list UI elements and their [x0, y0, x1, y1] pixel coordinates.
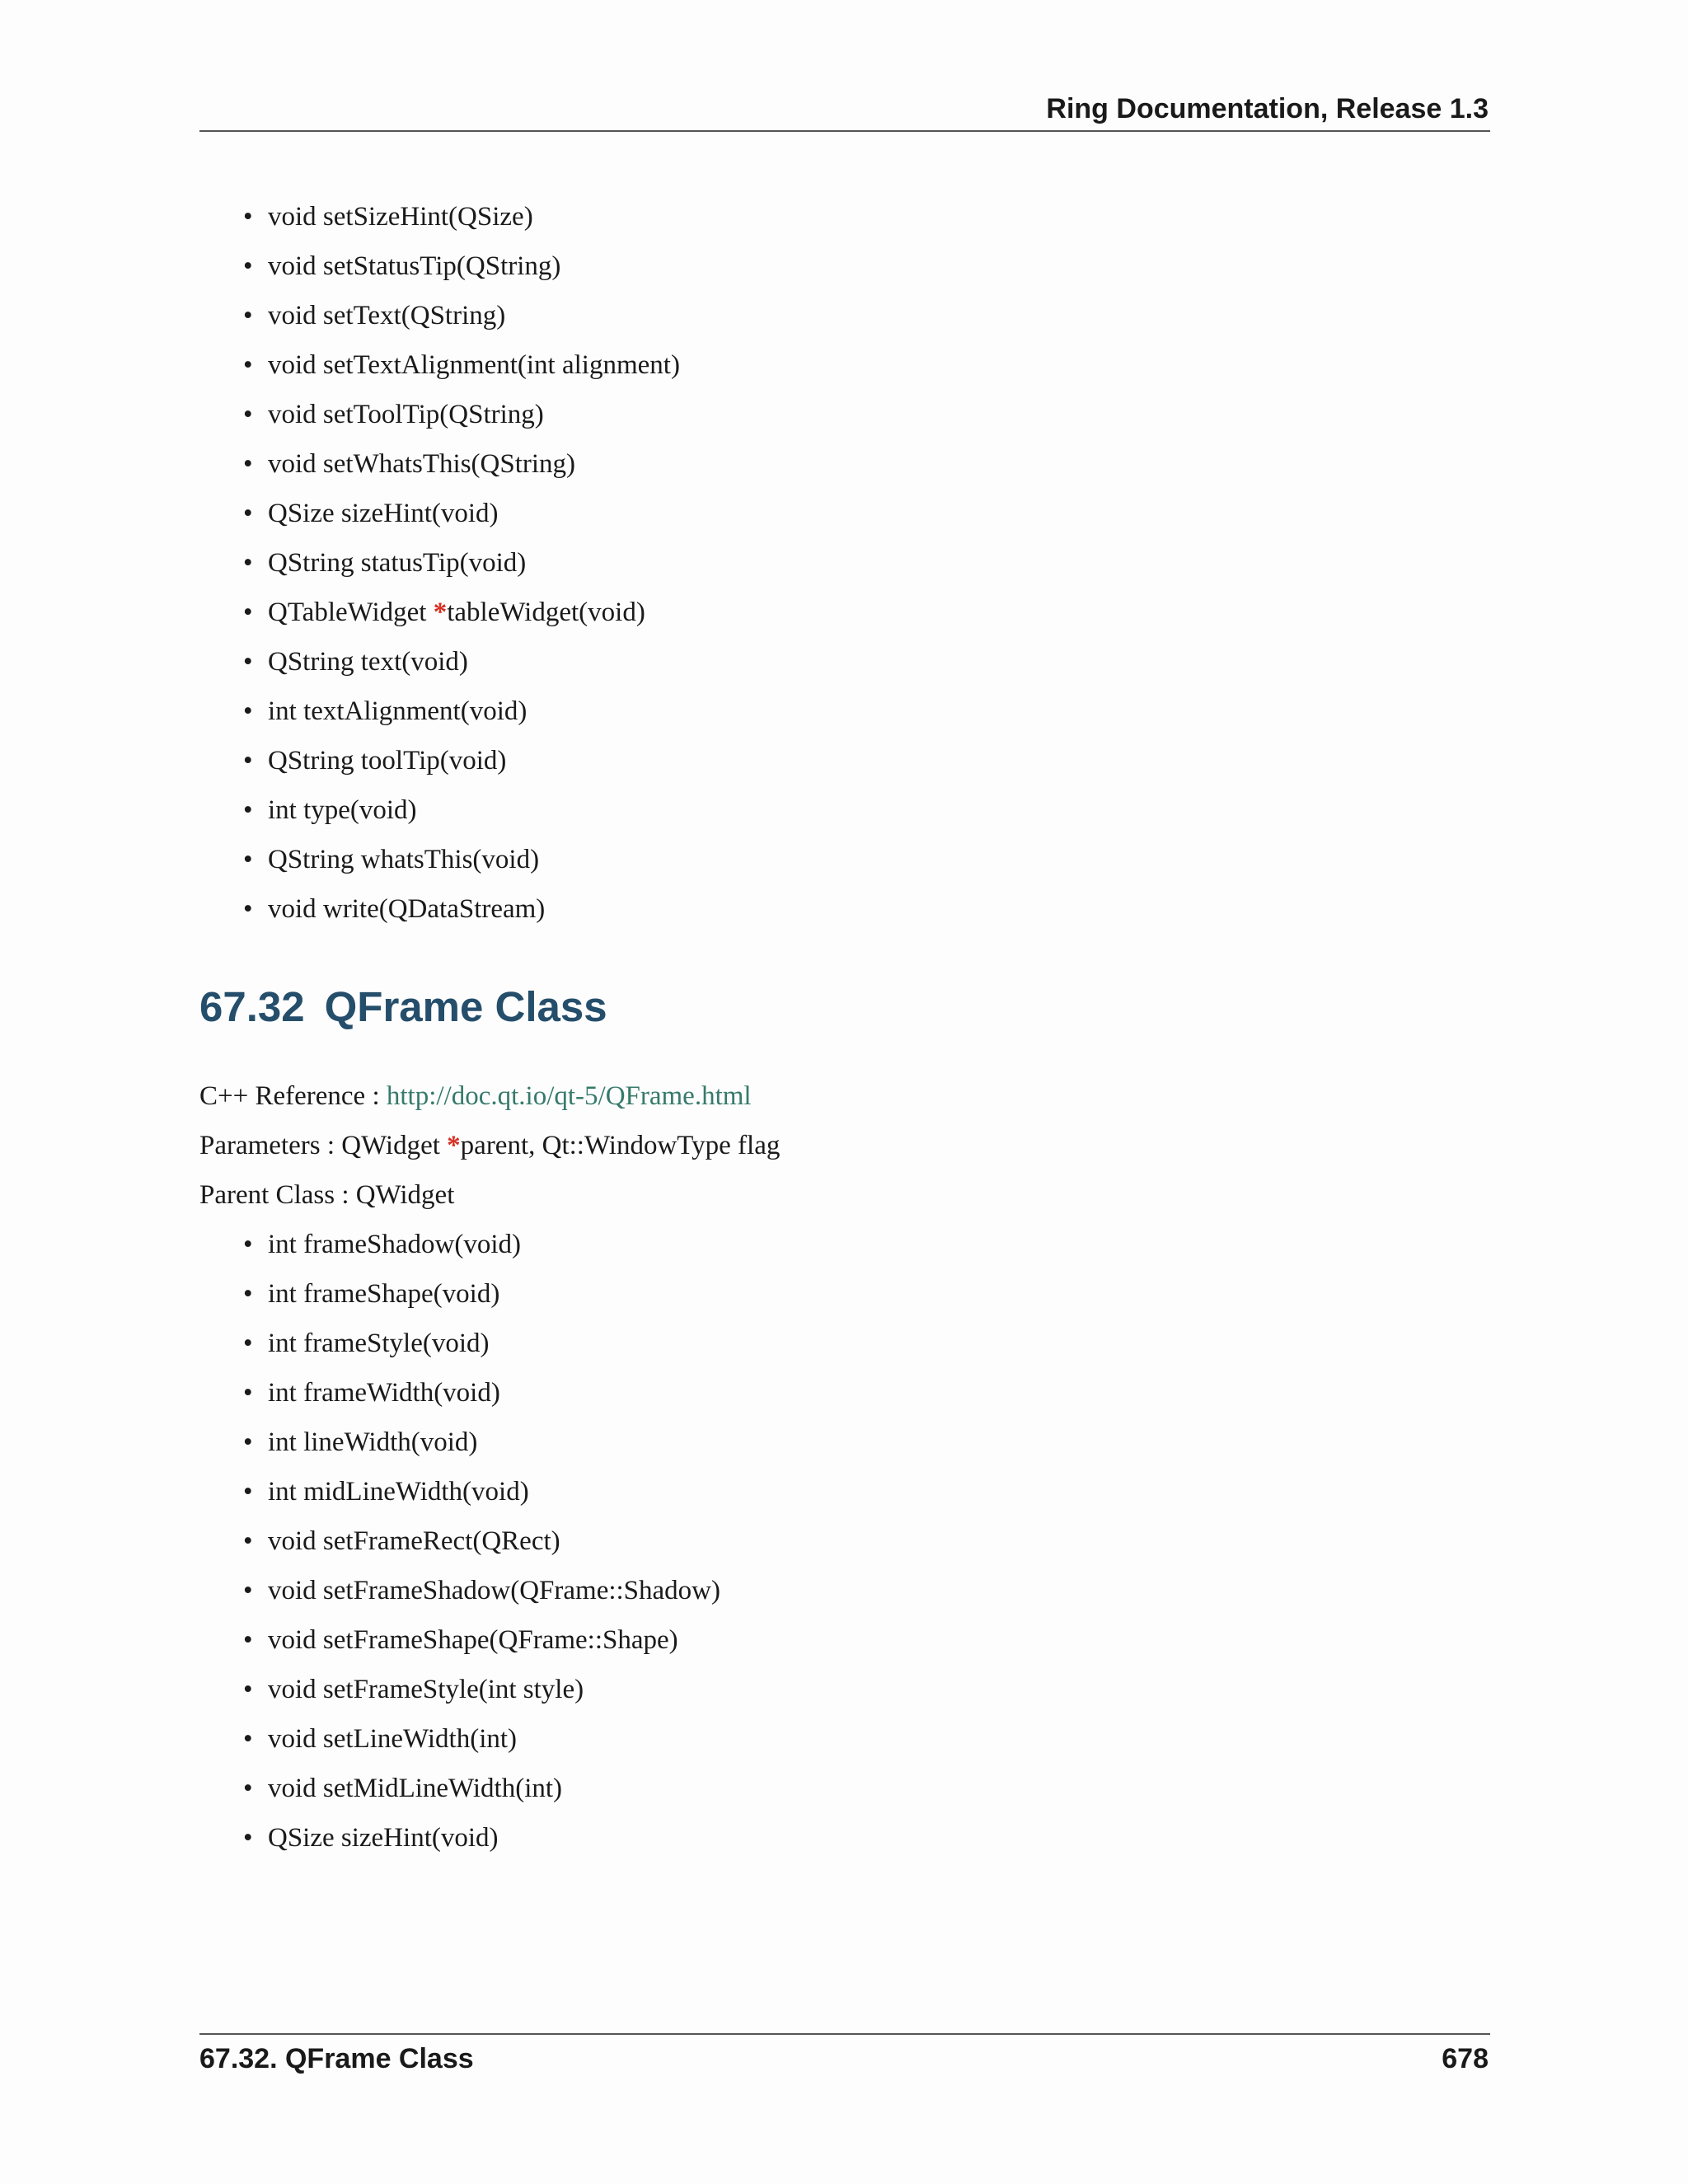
bullet-icon: • [243, 1230, 253, 1259]
method-return-type: QTableWidget [268, 598, 434, 627]
method-list-previous-class [243, 192, 680, 934]
method-item [243, 1665, 720, 1714]
method-item [243, 884, 680, 934]
section-title: QFrame Class [324, 983, 607, 1030]
method-item [243, 489, 680, 538]
method-item [243, 1319, 720, 1368]
bullet-icon: • [243, 251, 253, 281]
bullet-icon: • [243, 894, 253, 924]
method-signature: void setFrameShape(QFrame::Shape) [268, 1625, 678, 1655]
method-item [243, 588, 680, 637]
bullet-icon: • [243, 1477, 253, 1507]
method-item [243, 1220, 720, 1269]
method-signature: int textAlignment(void) [268, 696, 528, 726]
bullet-icon: • [243, 499, 253, 528]
bullet-icon: • [243, 301, 253, 330]
method-signature: int frameStyle(void) [268, 1329, 490, 1358]
bullet-icon: • [243, 350, 253, 380]
bullet-icon: • [243, 449, 253, 479]
method-signature: QString toolTip(void) [268, 746, 507, 776]
method-item [243, 736, 680, 785]
method-item [243, 1714, 720, 1764]
bullet-icon: • [243, 795, 253, 825]
bullet-icon: • [243, 1526, 253, 1556]
method-signature: void setText(QString) [268, 301, 506, 330]
bullet-icon: • [243, 845, 253, 874]
bullet-icon: • [243, 202, 253, 232]
footer-section-title: 67.32. QFrame Class [199, 2043, 474, 2074]
method-signature: void setTextAlignment(int alignment) [268, 350, 680, 380]
method-item [243, 1764, 720, 1813]
method-item [243, 390, 680, 439]
method-signature: QSize sizeHint(void) [268, 499, 499, 528]
bullet-icon: • [243, 696, 253, 726]
bullet-icon: • [243, 1823, 253, 1853]
method-signature: void setLineWidth(int) [268, 1724, 518, 1754]
method-item [243, 687, 680, 736]
bullet-icon: • [243, 1774, 253, 1803]
method-item [243, 241, 680, 291]
method-name: tableWidget(void) [447, 598, 645, 627]
method-item [243, 1516, 720, 1566]
bullet-icon: • [243, 1329, 253, 1358]
cpp-reference-line [199, 1071, 752, 1121]
method-item [243, 1269, 720, 1319]
method-item [243, 1813, 720, 1863]
pointer-star: * [433, 598, 448, 627]
bullet-icon: • [243, 400, 253, 429]
method-signature: QString statusTip(void) [268, 548, 527, 578]
method-item [243, 340, 680, 390]
page-number: 678 [1442, 2043, 1489, 2074]
method-signature: int lineWidth(void) [268, 1427, 478, 1457]
section-number: 67.32 [199, 983, 305, 1030]
method-item [243, 835, 680, 884]
reference-label: C++ Reference : [199, 1081, 387, 1111]
method-signature: QString text(void) [268, 647, 468, 677]
bullet-icon: • [243, 647, 253, 677]
method-item [243, 637, 680, 687]
method-signature: int midLineWidth(void) [268, 1477, 529, 1507]
method-signature: int frameShadow(void) [268, 1230, 522, 1259]
method-signature: int type(void) [268, 795, 417, 825]
bullet-icon: • [243, 598, 253, 627]
header-rule [199, 130, 1490, 132]
bullet-icon: • [243, 1675, 253, 1704]
method-signature: void setWhatsThis(QString) [268, 449, 576, 479]
bullet-icon: • [243, 746, 253, 776]
method-item [243, 1467, 720, 1516]
method-signature: int frameWidth(void) [268, 1378, 500, 1408]
method-signature: void setToolTip(QString) [268, 400, 544, 429]
pointer-star: * [447, 1131, 461, 1160]
bullet-icon: • [243, 1576, 253, 1605]
method-signature: QSize sizeHint(void) [268, 1823, 499, 1853]
method-item [243, 1615, 720, 1665]
bullet-icon: • [243, 1724, 253, 1754]
method-signature: void setMidLineWidth(int) [268, 1774, 563, 1803]
method-item [243, 1368, 720, 1418]
running-header-title: Ring Documentation, Release 1.3 [1046, 93, 1489, 124]
method-item [243, 192, 680, 241]
bullet-icon: • [243, 1625, 253, 1655]
parameters-line [199, 1121, 780, 1170]
method-signature: QString whatsThis(void) [268, 845, 540, 874]
method-signature: void setFrameRect(QRect) [268, 1526, 560, 1556]
bullet-icon: • [243, 1279, 253, 1309]
method-signature: void setFrameShadow(QFrame::Shadow) [268, 1576, 720, 1605]
method-item [243, 538, 680, 588]
bullet-icon: • [243, 1427, 253, 1457]
section-heading [199, 982, 607, 1031]
method-signature: void setSizeHint(QSize) [268, 202, 533, 232]
method-item [243, 439, 680, 489]
footer-rule [199, 2033, 1490, 2035]
bullet-icon: • [243, 1378, 253, 1408]
parent-class-line: Parent Class : QWidget [199, 1180, 455, 1210]
reference-link[interactable]: http://doc.qt.io/qt-5/QFrame.html [386, 1081, 752, 1111]
method-item [243, 1418, 720, 1467]
method-signature: int frameShape(void) [268, 1279, 500, 1309]
method-item [243, 785, 680, 835]
bullet-icon: • [243, 548, 253, 578]
parameters-rest: parent, Qt::WindowType flag [460, 1131, 781, 1160]
method-signature: void setFrameStyle(int style) [268, 1675, 584, 1704]
method-item [243, 1566, 720, 1615]
parameters-label: Parameters : QWidget [199, 1131, 448, 1160]
method-signature: void setStatusTip(QString) [268, 251, 561, 281]
method-signature: void write(QDataStream) [268, 894, 546, 924]
method-list-qframe [243, 1220, 720, 1863]
method-item [243, 291, 680, 340]
